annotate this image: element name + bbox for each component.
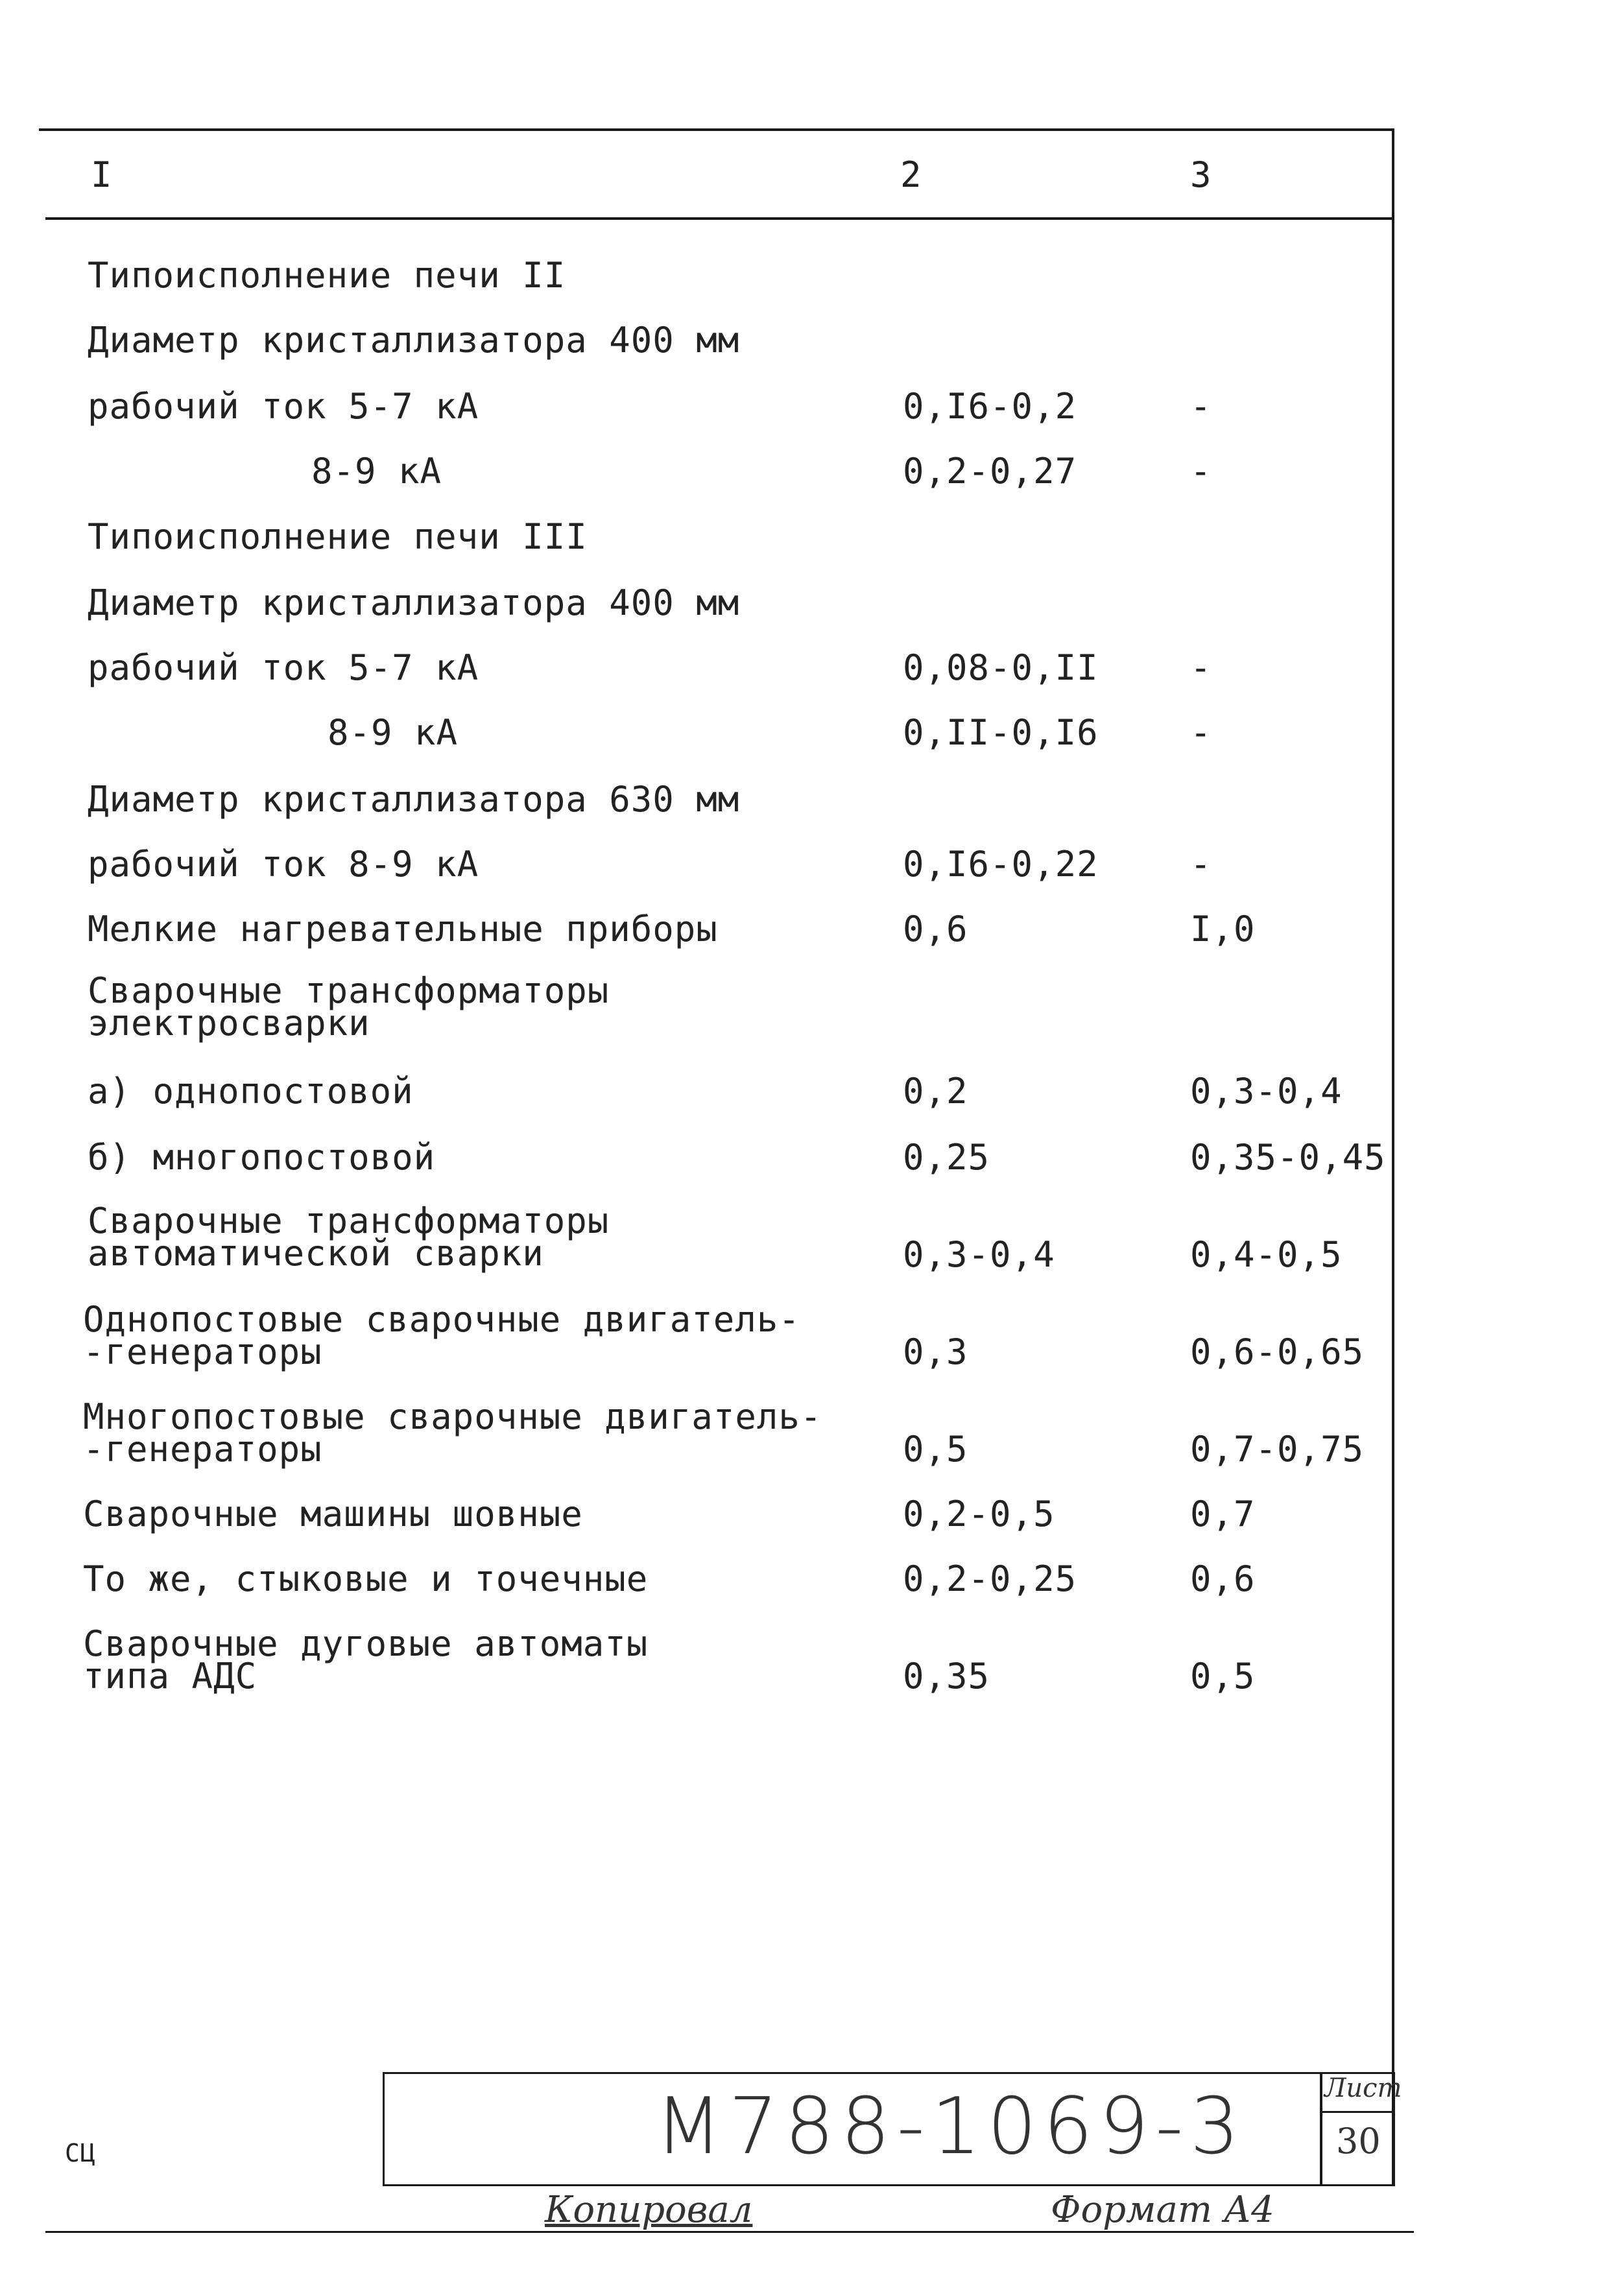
row-17-name-cont: -генераторы [83, 1429, 322, 1470]
top-rule [39, 128, 1394, 131]
row-16-value-3: 0,6-0,65 [1190, 1331, 1365, 1372]
row-5-name: Типоисполнение печи III [88, 516, 588, 557]
row-8-value-3: - [1190, 712, 1212, 753]
row-10-value-3: - [1190, 844, 1212, 885]
row-3-name: рабочий ток 5-7 кА [88, 386, 479, 427]
row-18-value-2: 0,2-0,5 [903, 1494, 1055, 1534]
row-6-name: Диаметр кристаллизатора 400 мм [88, 582, 740, 623]
row-14-value-2: 0,25 [903, 1137, 990, 1178]
row-20-value-3: 0,5 [1190, 1656, 1256, 1697]
row-10-value-2: 0,I6-0,22 [903, 844, 1099, 885]
row-20-name-cont: типа АДС [83, 1656, 257, 1697]
row-16-value-2: 0,3 [903, 1331, 968, 1372]
row-17-value-2: 0,5 [903, 1429, 968, 1470]
row-12-name-cont: электросварки [88, 1003, 370, 1043]
row-4-value-3: - [1190, 451, 1212, 492]
row-14-value-3: 0,35-0,45 [1190, 1137, 1386, 1178]
right-border [1392, 130, 1394, 2186]
row-11-value-3: I,0 [1190, 909, 1256, 949]
row-15-name: Сварочные трансформаторы [88, 1200, 610, 1241]
row-4-value-2: 0,2-0,27 [903, 451, 1077, 492]
title-block-divider [1320, 2072, 1322, 2184]
row-8-name: 8-9 кА [328, 712, 459, 753]
row-1-name: Типоисполнение печи II [88, 255, 566, 296]
row-12-name: Сварочные трансформаторы [88, 970, 610, 1011]
row-10-name: рабочий ток 8-9 кА [88, 844, 479, 885]
row-3-value-2: 0,I6-0,2 [903, 386, 1077, 427]
sheet-number: 30 [1336, 2121, 1381, 2162]
row-20-value-2: 0,35 [903, 1656, 990, 1697]
sheet-label: Лист [1324, 2073, 1402, 2103]
column-header-1: I [91, 154, 112, 195]
row-7-name: рабочий ток 5-7 кА [88, 647, 479, 688]
row-13-name: а) однопостовой [88, 1071, 414, 1112]
row-8-value-2: 0,II-0,I6 [903, 712, 1099, 753]
row-2-name: Диаметр кристаллизатора 400 мм [88, 320, 740, 361]
row-16-name-cont: -генераторы [83, 1331, 322, 1372]
row-17-value-3: 0,7-0,75 [1190, 1429, 1365, 1470]
row-3-value-3: - [1190, 386, 1212, 427]
row-13-value-2: 0,2 [903, 1071, 968, 1112]
row-9-name: Диаметр кристаллизатора 630 мм [88, 779, 740, 820]
row-14-name: б) многопостовой [88, 1137, 436, 1178]
row-11-value-2: 0,6 [903, 909, 968, 949]
row-19-name: То же, стыковые и точечные [83, 1558, 649, 1599]
row-19-value-3: 0,6 [1190, 1558, 1256, 1599]
column-header-2: 2 [900, 154, 922, 195]
row-4-name: 8-9 кА [311, 451, 442, 492]
row-7-value-2: 0,08-0,II [903, 647, 1099, 688]
sheet-cell-divider [1321, 2111, 1392, 2113]
row-7-value-3: - [1190, 647, 1212, 688]
row-15-value-3: 0,4-0,5 [1190, 1234, 1343, 1275]
paper-format: Формат А4 [1051, 2189, 1274, 2231]
bottom-rule [45, 2231, 1414, 2233]
row-13-value-3: 0,3-0,4 [1190, 1071, 1343, 1112]
row-18-name: Сварочные машины шовные [83, 1494, 583, 1534]
row-15-value-2: 0,3-0,4 [903, 1234, 1055, 1275]
row-11-name: Мелкие нагревательные приборы [88, 909, 718, 949]
row-19-value-2: 0,2-0,25 [903, 1558, 1077, 1599]
document-code: М788-1069-3 [655, 2082, 1246, 2172]
side-mark: СЦ [65, 2139, 96, 2167]
row-17-name: Многопостовые сварочные двигатель- [83, 1396, 822, 1437]
row-18-value-3: 0,7 [1190, 1494, 1256, 1534]
copied-by: Копировал [545, 2189, 753, 2231]
row-15-name-cont: автоматической сварки [88, 1233, 544, 1274]
header-rule [45, 217, 1394, 220]
row-16-name: Однопостовые сварочные двигатель- [83, 1299, 800, 1340]
row-20-name: Сварочные дуговые автоматы [83, 1623, 649, 1664]
column-header-3: 3 [1190, 154, 1212, 195]
